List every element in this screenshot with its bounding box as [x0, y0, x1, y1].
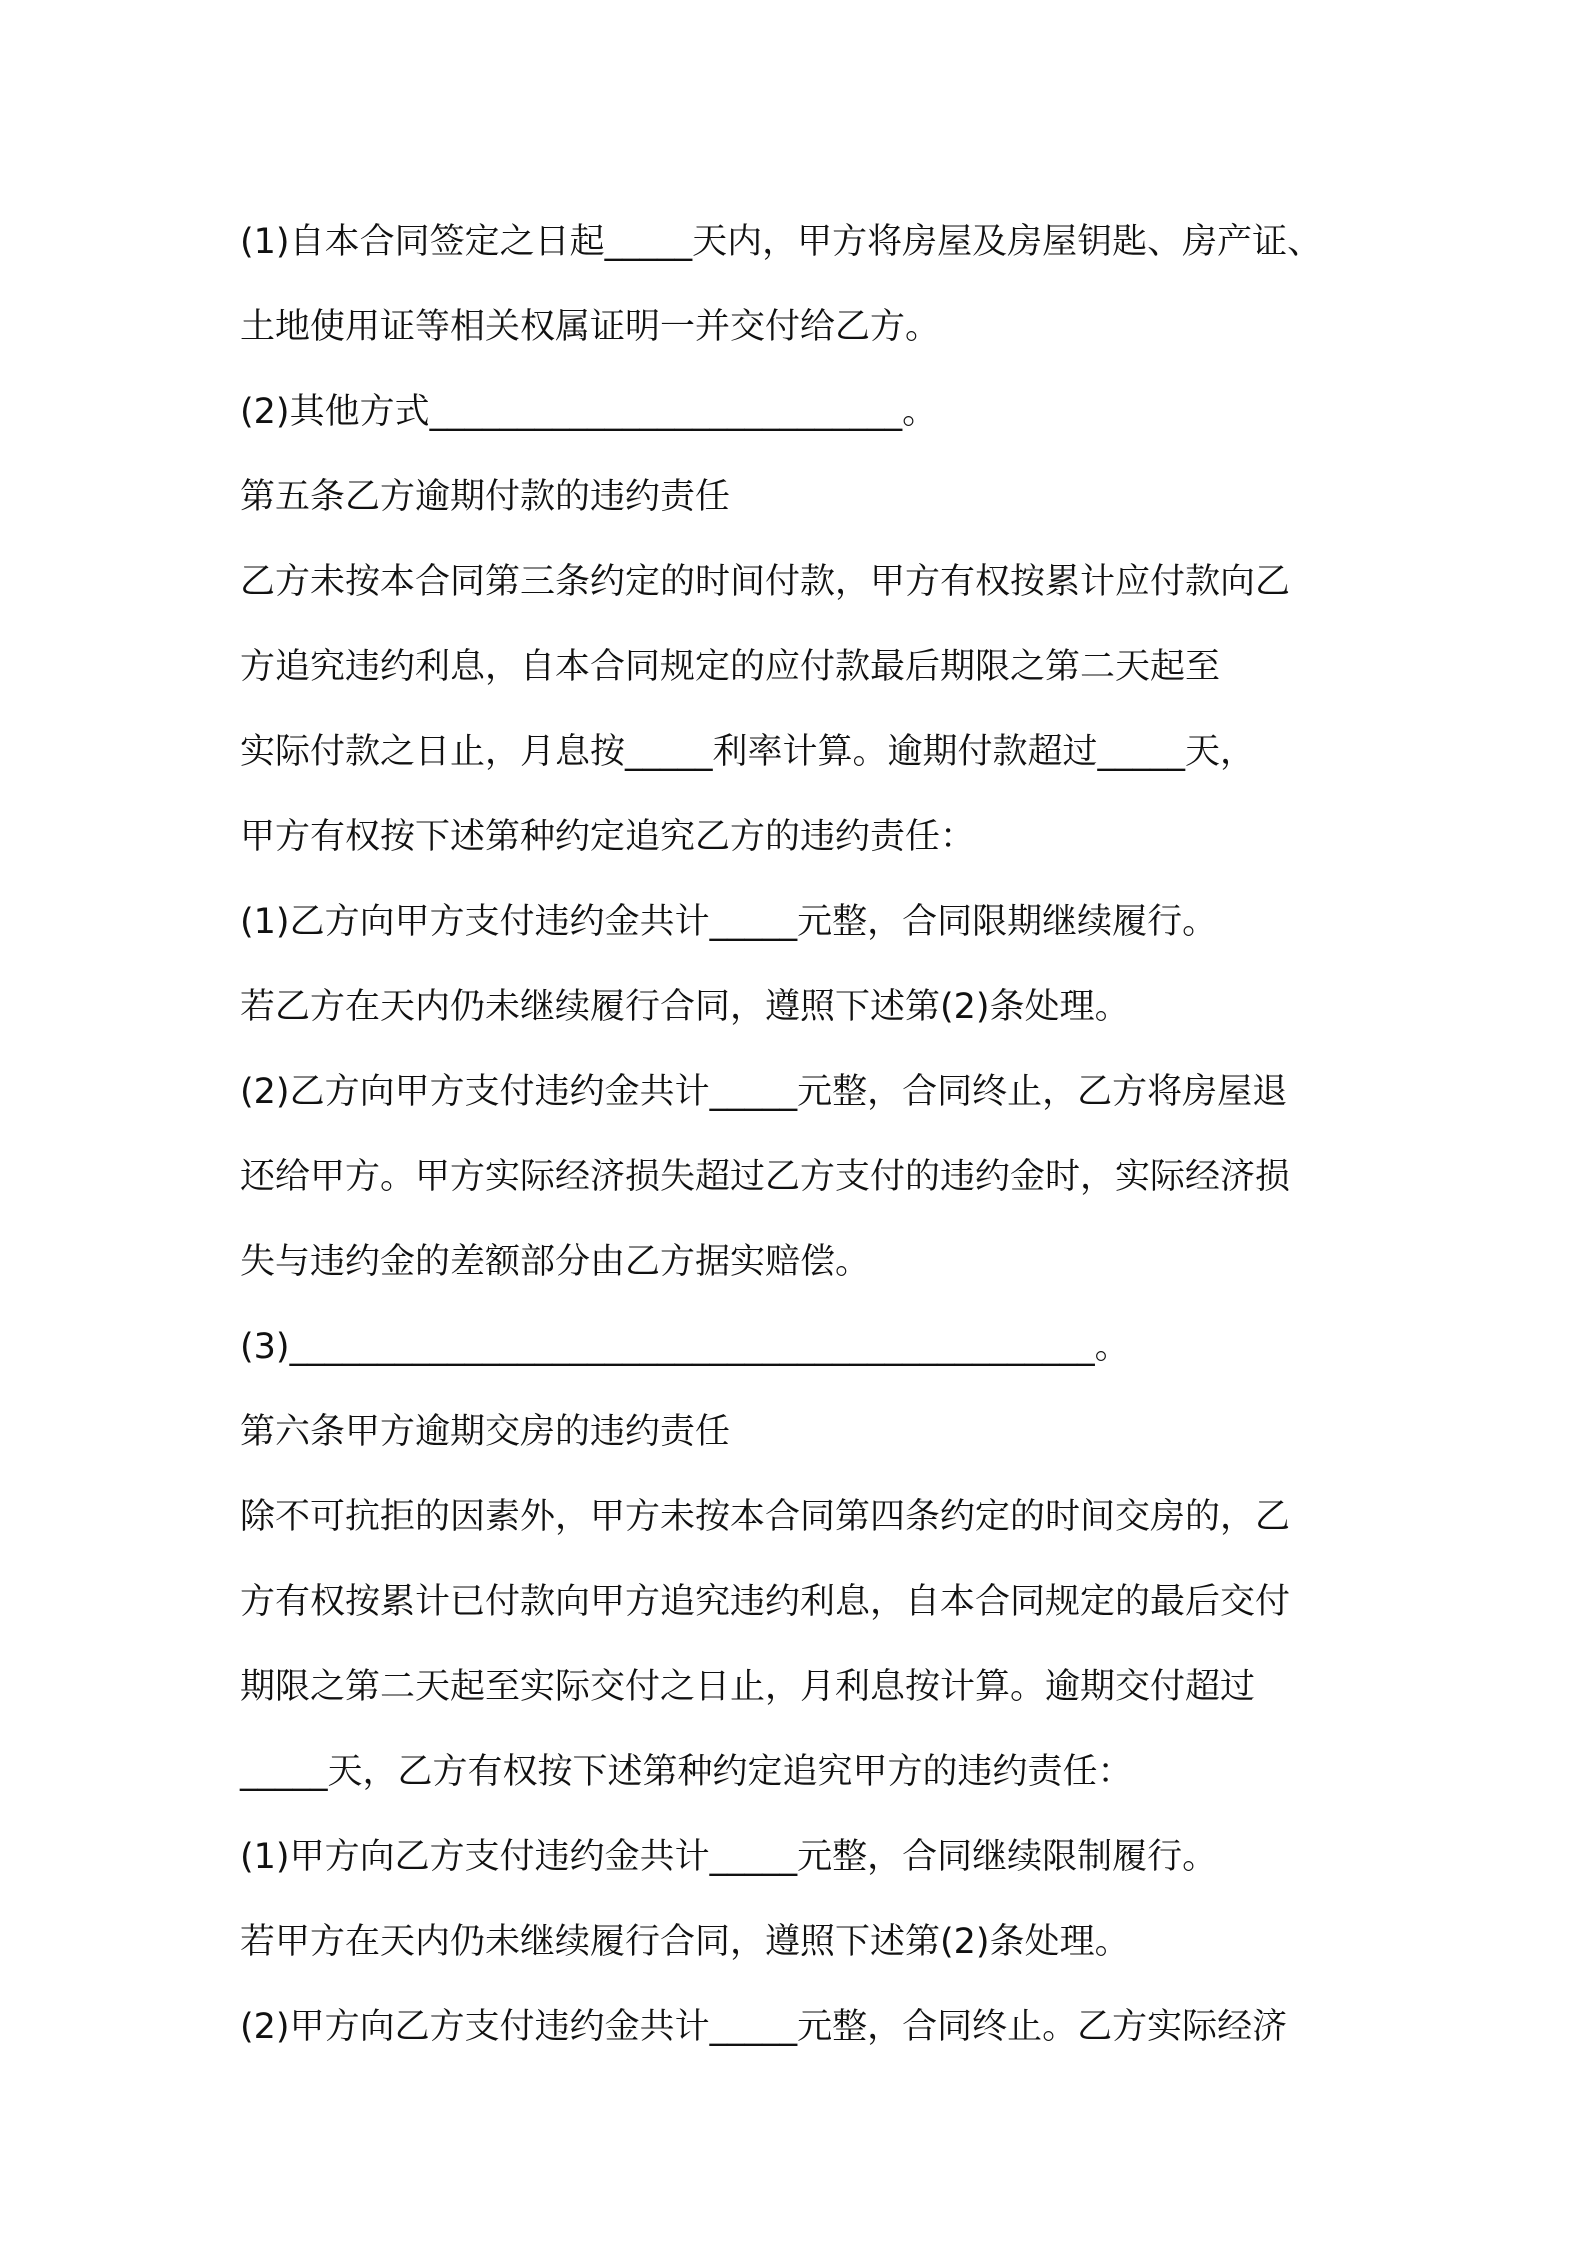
- paragraph-line: 除不可抗拒的因素外，甲方未按本合同第四条约定的时间交房的，乙: [240, 1497, 1291, 1537]
- paragraph-line: _____天，乙方有权按下述第种约定追究甲方的违约责任：: [240, 1752, 1133, 1792]
- section-heading: 第六条甲方逾期交房的违约责任: [240, 1412, 731, 1452]
- paragraph-line: 土地使用证等相关权属证明一并交付给乙方。: [240, 307, 941, 347]
- paragraph-line: 若甲方在天内仍未继续履行合同，遵照下述第(2)条处理。: [240, 1922, 1130, 1962]
- section-heading: 第五条乙方逾期付款的违约责任: [240, 477, 731, 517]
- paragraph-line: (3)______________________________________________。: [240, 1327, 1130, 1367]
- paragraph-line: (2)其他方式___________________________。: [240, 392, 938, 432]
- paragraph-line: 若乙方在天内仍未继续履行合同，遵照下述第(2)条处理。: [240, 987, 1130, 1027]
- paragraph-line: 方有权按累计已付款向甲方追究违约利息，自本合同规定的最后交付: [240, 1582, 1291, 1622]
- paragraph-line: (1)甲方向乙方支付违约金共计_____元整，合同继续限制履行。: [240, 1837, 1218, 1877]
- paragraph-line: (2)甲方向乙方支付违约金共计_____元整，合同终止。乙方实际经济: [240, 2007, 1288, 2047]
- paragraph-line: (2)乙方向甲方支付违约金共计_____元整，合同终止，乙方将房屋退: [240, 1072, 1288, 1112]
- paragraph-line: 实际付款之日止，月息按_____利率计算。逾期付款超过_____天，: [240, 732, 1256, 772]
- paragraph-line: 乙方未按本合同第三条约定的时间付款，甲方有权按累计应付款向乙: [240, 562, 1291, 602]
- paragraph-line: (1)自本合同签定之日起_____天内，甲方将房屋及房屋钥匙、房产证、: [240, 222, 1323, 262]
- paragraph-line: 甲方有权按下述第种约定追究乙方的违约责任：: [240, 817, 976, 857]
- paragraph-line: 期限之第二天起至实际交付之日止，月利息按计算。逾期交付超过: [240, 1667, 1256, 1707]
- paragraph-line: 方追究违约利息，自本合同规定的应付款最后期限之第二天起至: [240, 647, 1221, 687]
- paragraph-line: 失与违约金的差额部分由乙方据实赔偿。: [240, 1242, 871, 1282]
- paragraph-line: 还给甲方。甲方实际经济损失超过乙方支付的违约金时，实际经济损: [240, 1157, 1291, 1197]
- document-body: [240, 200, 1360, 2070]
- paragraph-line: (1)乙方向甲方支付违约金共计_____元整，合同限期继续履行。: [240, 902, 1218, 942]
